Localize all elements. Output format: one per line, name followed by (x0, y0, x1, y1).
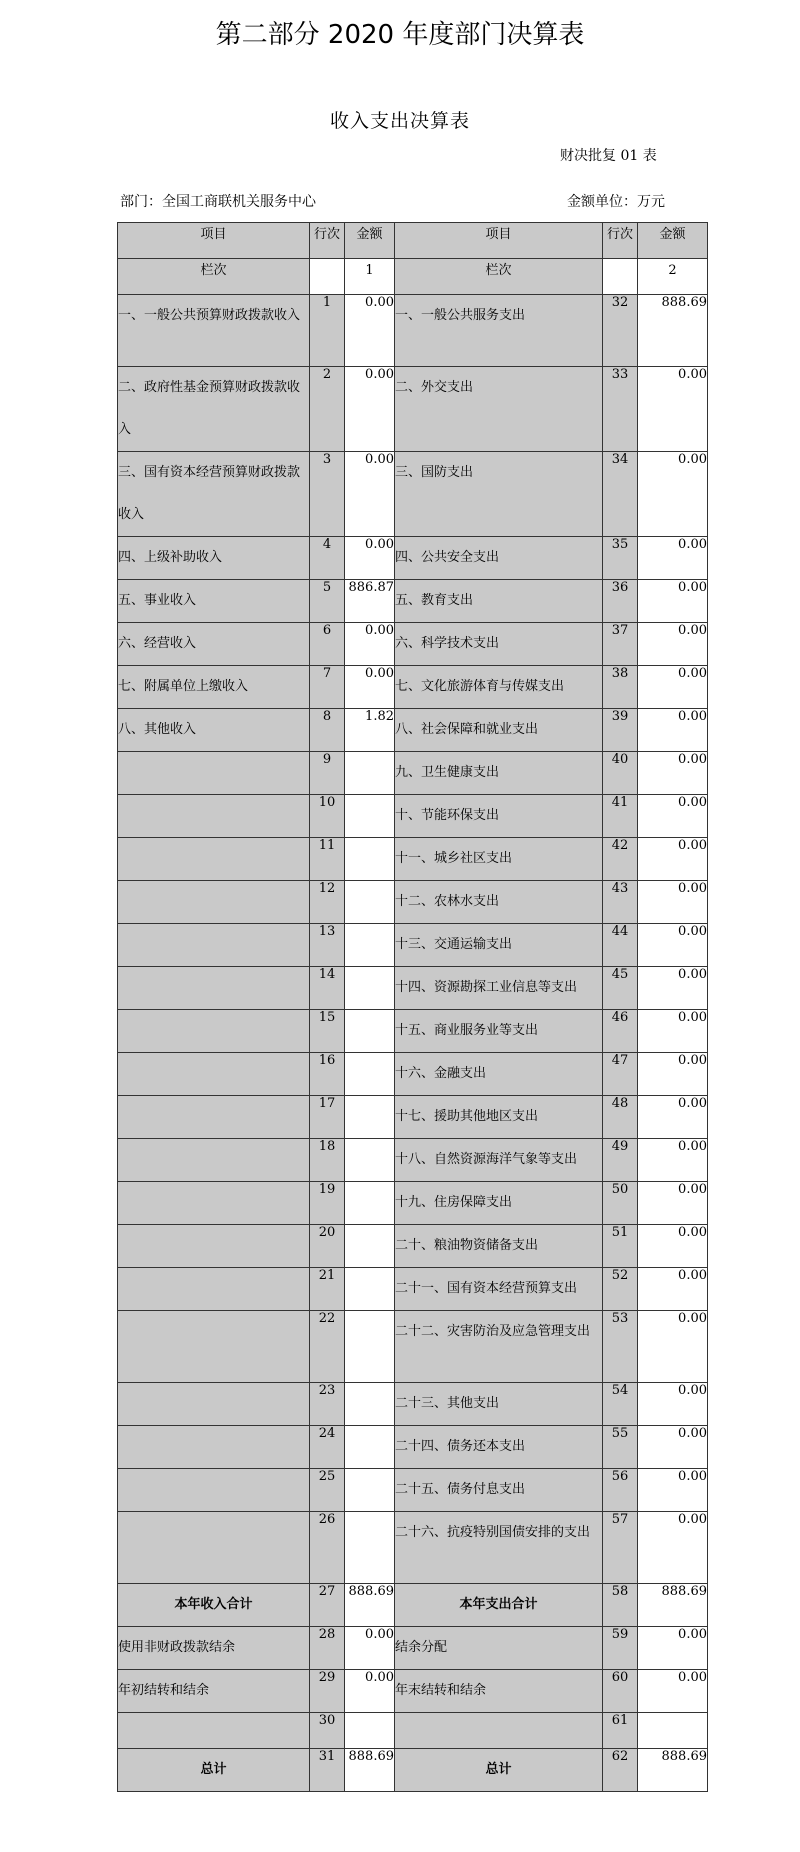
expense-amount: 0.00 (638, 452, 708, 537)
income-row-number: 6 (310, 623, 345, 666)
income-item (118, 924, 310, 967)
income-row-number: 9 (310, 752, 345, 795)
table-row (118, 1096, 708, 1139)
total-row (118, 1627, 708, 1670)
expense-row-number: 33 (603, 367, 638, 452)
total-expense-item: 年末结转和结余 (395, 1670, 603, 1713)
total-income-row-number: 28 (310, 1627, 345, 1670)
income-item (118, 967, 310, 1010)
expense-item: 二十一、国有资本经营预算支出 (395, 1268, 603, 1311)
total-income-item: 本年收入合计 (118, 1584, 310, 1627)
income-item (118, 1426, 310, 1469)
table-row (118, 1512, 708, 1584)
income-row-number: 23 (310, 1383, 345, 1426)
table-row (118, 1383, 708, 1426)
income-item: 四、上级补助收入 (118, 537, 310, 580)
expense-row-number: 54 (603, 1383, 638, 1426)
table-row (118, 1225, 708, 1268)
income-item: 一、一般公共预算财政拨款收入 (118, 295, 310, 367)
income-row-number: 10 (310, 795, 345, 838)
table-row (118, 709, 708, 752)
income-item (118, 1268, 310, 1311)
column-label-blank-income (310, 259, 345, 295)
header-amount-income: 金额 (345, 223, 395, 259)
income-item (118, 752, 310, 795)
header-row (118, 223, 708, 259)
total-row (118, 1713, 708, 1749)
expense-item: 二十二、灾害防治及应急管理支出 (395, 1311, 603, 1383)
income-row-number: 4 (310, 537, 345, 580)
total-income-row-number: 30 (310, 1713, 345, 1749)
column-label-blank-expense (603, 259, 638, 295)
amount-unit-label: 金额单位：万元 (567, 194, 665, 210)
income-row-number: 22 (310, 1311, 345, 1383)
total-expense-amount (638, 1713, 708, 1749)
expense-row-number: 34 (603, 452, 638, 537)
column-label-expense: 栏次 (395, 259, 603, 295)
column-number-1: 1 (345, 259, 395, 295)
table-row (118, 924, 708, 967)
income-amount: 0.00 (345, 537, 395, 580)
total-income-amount: 0.00 (345, 1627, 395, 1670)
total-expense-row-number: 60 (603, 1670, 638, 1713)
expense-row-number: 41 (603, 795, 638, 838)
form-code: 财决批复 01 表 (560, 148, 657, 164)
table-row (118, 1268, 708, 1311)
income-item (118, 1010, 310, 1053)
table-row (118, 1053, 708, 1096)
income-item: 七、附属单位上缴收入 (118, 666, 310, 709)
income-row-number: 13 (310, 924, 345, 967)
income-row-number: 24 (310, 1426, 345, 1469)
expense-item: 二十四、债务还本支出 (395, 1426, 603, 1469)
income-amount (345, 881, 395, 924)
expense-amount: 0.00 (638, 367, 708, 452)
total-income-item (118, 1713, 310, 1749)
total-expense-item: 总计 (395, 1749, 603, 1792)
expense-item: 十七、援助其他地区支出 (395, 1096, 603, 1139)
expense-row-number: 35 (603, 537, 638, 580)
income-amount: 0.00 (345, 623, 395, 666)
expense-item: 十一、城乡社区支出 (395, 838, 603, 881)
income-row-number: 18 (310, 1139, 345, 1182)
income-item: 八、其他收入 (118, 709, 310, 752)
income-item: 二、政府性基金预算财政拨款收入 (118, 367, 310, 452)
expense-amount: 0.00 (638, 1139, 708, 1182)
total-income-item: 年初结转和结余 (118, 1670, 310, 1713)
income-row-number: 21 (310, 1268, 345, 1311)
table-row (118, 295, 708, 367)
table-row (118, 666, 708, 709)
table-title: 收入支出决算表 (329, 110, 470, 132)
expense-row-number: 55 (603, 1426, 638, 1469)
income-row-number: 2 (310, 367, 345, 452)
header-item-expense: 项目 (395, 223, 603, 259)
income-amount (345, 1311, 395, 1383)
table-row (118, 1426, 708, 1469)
income-row-number: 20 (310, 1225, 345, 1268)
expense-item: 十九、住房保障支出 (395, 1182, 603, 1225)
expense-item: 三、国防支出 (395, 452, 603, 537)
income-row-number: 3 (310, 452, 345, 537)
table-row (118, 1182, 708, 1225)
income-item (118, 795, 310, 838)
income-item (118, 1311, 310, 1383)
expense-item: 二十六、抗疫特别国债安排的支出 (395, 1512, 603, 1584)
income-item (118, 1182, 310, 1225)
income-amount (345, 1225, 395, 1268)
table-row (118, 452, 708, 537)
total-income-item: 总计 (118, 1749, 310, 1792)
expense-item: 二、外交支出 (395, 367, 603, 452)
income-amount (345, 1053, 395, 1096)
total-expense-amount: 888.69 (638, 1749, 708, 1792)
income-item: 三、国有资本经营预算财政拨款收入 (118, 452, 310, 537)
table-row (118, 1469, 708, 1512)
total-expense-row-number: 62 (603, 1749, 638, 1792)
expense-row-number: 53 (603, 1311, 638, 1383)
column-label-row (118, 259, 708, 295)
expense-item: 七、文化旅游体育与传媒支出 (395, 666, 603, 709)
table-row (118, 795, 708, 838)
expense-row-number: 39 (603, 709, 638, 752)
expense-amount: 0.00 (638, 580, 708, 623)
income-amount: 0.00 (345, 367, 395, 452)
total-income-row-number: 27 (310, 1584, 345, 1627)
table-row (118, 1311, 708, 1383)
expense-row-number: 52 (603, 1268, 638, 1311)
expense-item: 八、社会保障和就业支出 (395, 709, 603, 752)
total-expense-item: 结余分配 (395, 1627, 603, 1670)
income-item (118, 1469, 310, 1512)
department-label: 部门：全国工商联机关服务中心 (120, 194, 316, 210)
table-body (118, 223, 708, 1792)
total-expense-row-number: 61 (603, 1713, 638, 1749)
expense-row-number: 50 (603, 1182, 638, 1225)
income-row-number: 12 (310, 881, 345, 924)
income-amount: 0.00 (345, 295, 395, 367)
income-item (118, 1512, 310, 1584)
table-row (118, 752, 708, 795)
expense-item: 十六、金融支出 (395, 1053, 603, 1096)
expense-row-number: 32 (603, 295, 638, 367)
income-row-number: 26 (310, 1512, 345, 1584)
table-row (118, 1139, 708, 1182)
expense-row-number: 47 (603, 1053, 638, 1096)
income-row-number: 7 (310, 666, 345, 709)
total-income-row-number: 29 (310, 1670, 345, 1713)
income-amount (345, 1096, 395, 1139)
income-amount (345, 1010, 395, 1053)
income-row-number: 15 (310, 1010, 345, 1053)
income-expense-table (117, 222, 708, 1792)
expense-row-number: 46 (603, 1010, 638, 1053)
header-item-income: 项目 (118, 223, 310, 259)
total-row (118, 1749, 708, 1792)
expense-row-number: 38 (603, 666, 638, 709)
total-income-amount (345, 1713, 395, 1749)
expense-item: 四、公共安全支出 (395, 537, 603, 580)
expense-amount: 0.00 (638, 1096, 708, 1139)
expense-row-number: 57 (603, 1512, 638, 1584)
expense-item: 十三、交通运输支出 (395, 924, 603, 967)
income-row-number: 19 (310, 1182, 345, 1225)
expense-item: 五、教育支出 (395, 580, 603, 623)
total-income-row-number: 31 (310, 1749, 345, 1792)
income-item (118, 838, 310, 881)
page-title: 第二部分 2020 年度部门决算表 (215, 20, 585, 50)
income-amount (345, 1139, 395, 1182)
total-income-amount: 888.69 (345, 1749, 395, 1792)
expense-amount: 0.00 (638, 924, 708, 967)
expense-amount: 0.00 (638, 1225, 708, 1268)
income-item (118, 1225, 310, 1268)
income-amount (345, 1268, 395, 1311)
income-item (118, 881, 310, 924)
column-number-2: 2 (638, 259, 708, 295)
income-item (118, 1139, 310, 1182)
income-amount (345, 838, 395, 881)
total-expense-row-number: 58 (603, 1584, 638, 1627)
income-amount (345, 1182, 395, 1225)
income-amount (345, 1469, 395, 1512)
total-row (118, 1670, 708, 1713)
income-amount (345, 1383, 395, 1426)
column-label-income: 栏次 (118, 259, 310, 295)
table-row (118, 881, 708, 924)
expense-amount: 0.00 (638, 795, 708, 838)
expense-item: 十四、资源勘探工业信息等支出 (395, 967, 603, 1010)
table-row (118, 537, 708, 580)
header-amount-expense: 金额 (638, 223, 708, 259)
expense-amount: 0.00 (638, 881, 708, 924)
expense-row-number: 45 (603, 967, 638, 1010)
expense-amount: 0.00 (638, 1268, 708, 1311)
table-row (118, 580, 708, 623)
expense-item: 一、一般公共服务支出 (395, 295, 603, 367)
expense-amount: 0.00 (638, 666, 708, 709)
expense-amount: 0.00 (638, 1512, 708, 1584)
income-amount: 1.82 (345, 709, 395, 752)
expense-item: 六、科学技术支出 (395, 623, 603, 666)
expense-amount: 0.00 (638, 1383, 708, 1426)
total-income-amount: 0.00 (345, 1670, 395, 1713)
expense-item: 二十三、其他支出 (395, 1383, 603, 1426)
expense-amount: 0.00 (638, 1311, 708, 1383)
income-item (118, 1053, 310, 1096)
expense-row-number: 51 (603, 1225, 638, 1268)
expense-row-number: 43 (603, 881, 638, 924)
table-row (118, 367, 708, 452)
expense-amount: 0.00 (638, 1182, 708, 1225)
expense-row-number: 40 (603, 752, 638, 795)
total-income-amount: 888.69 (345, 1584, 395, 1627)
total-expense-amount: 0.00 (638, 1627, 708, 1670)
expense-row-number: 49 (603, 1139, 638, 1182)
expense-amount: 0.00 (638, 1053, 708, 1096)
expense-item: 十二、农林水支出 (395, 881, 603, 924)
income-row-number: 1 (310, 295, 345, 367)
expense-row-number: 36 (603, 580, 638, 623)
total-row (118, 1584, 708, 1627)
income-row-number: 17 (310, 1096, 345, 1139)
expense-amount: 0.00 (638, 1426, 708, 1469)
expense-row-number: 56 (603, 1469, 638, 1512)
income-row-number: 11 (310, 838, 345, 881)
income-item (118, 1096, 310, 1139)
expense-row-number: 37 (603, 623, 638, 666)
income-item: 五、事业收入 (118, 580, 310, 623)
expense-amount: 0.00 (638, 623, 708, 666)
expense-amount: 0.00 (638, 752, 708, 795)
total-income-item: 使用非财政拨款结余 (118, 1627, 310, 1670)
income-amount (345, 795, 395, 838)
income-amount: 0.00 (345, 666, 395, 709)
expense-row-number: 48 (603, 1096, 638, 1139)
expense-amount: 888.69 (638, 295, 708, 367)
table-row (118, 623, 708, 666)
total-expense-amount: 0.00 (638, 1670, 708, 1713)
income-amount: 886.87 (345, 580, 395, 623)
income-row-number: 25 (310, 1469, 345, 1512)
total-expense-item: 本年支出合计 (395, 1584, 603, 1627)
expense-item: 二十、粮油物资储备支出 (395, 1225, 603, 1268)
expense-amount: 0.00 (638, 838, 708, 881)
income-row-number: 16 (310, 1053, 345, 1096)
expense-row-number: 44 (603, 924, 638, 967)
income-row-number: 5 (310, 580, 345, 623)
header-row-no-income: 行次 (310, 223, 345, 259)
total-expense-row-number: 59 (603, 1627, 638, 1670)
expense-amount: 0.00 (638, 1010, 708, 1053)
table-row (118, 1010, 708, 1053)
income-item: 六、经营收入 (118, 623, 310, 666)
income-row-number: 14 (310, 967, 345, 1010)
expense-row-number: 42 (603, 838, 638, 881)
expense-amount: 0.00 (638, 967, 708, 1010)
expense-item: 二十五、债务付息支出 (395, 1469, 603, 1512)
expense-item: 十、节能环保支出 (395, 795, 603, 838)
header-row-no-expense: 行次 (603, 223, 638, 259)
expense-item: 十五、商业服务业等支出 (395, 1010, 603, 1053)
income-amount: 0.00 (345, 452, 395, 537)
expense-amount: 0.00 (638, 537, 708, 580)
expense-amount: 0.00 (638, 1469, 708, 1512)
table-row (118, 967, 708, 1010)
total-expense-item (395, 1713, 603, 1749)
income-row-number: 8 (310, 709, 345, 752)
table-row (118, 838, 708, 881)
expense-item: 十八、自然资源海洋气象等支出 (395, 1139, 603, 1182)
expense-item: 九、卫生健康支出 (395, 752, 603, 795)
income-amount (345, 1512, 395, 1584)
income-amount (345, 752, 395, 795)
expense-amount: 0.00 (638, 709, 708, 752)
income-item (118, 1383, 310, 1426)
income-amount (345, 967, 395, 1010)
income-amount (345, 1426, 395, 1469)
total-expense-amount: 888.69 (638, 1584, 708, 1627)
income-amount (345, 924, 395, 967)
